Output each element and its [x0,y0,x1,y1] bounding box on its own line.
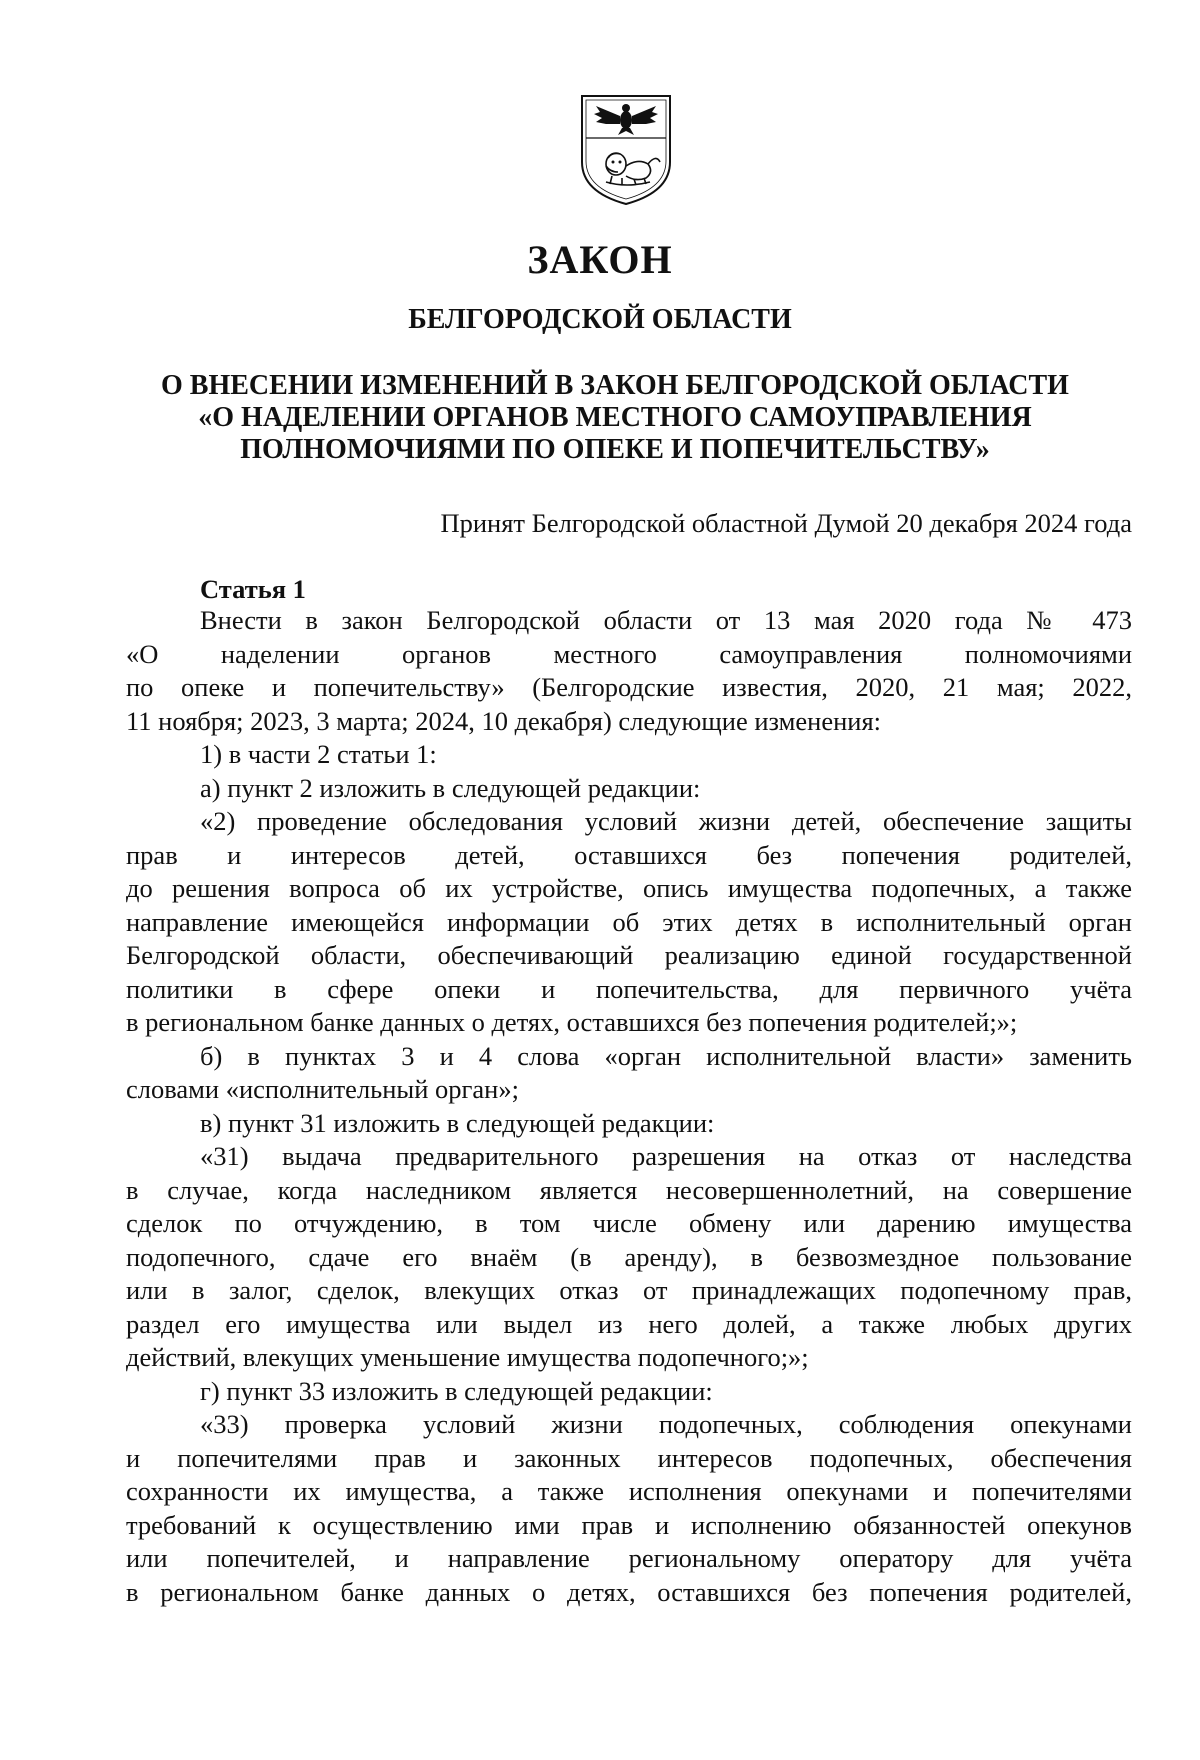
paragraph-line: политики в сфере опеки и попечительства, для первичного учёта [126,973,1132,1004]
paragraph-line: в региональном банке данных о детях, оставшихся без попечения родителей;»; [126,1007,1018,1037]
document-title: ЗАКОН [527,237,673,282]
paragraph-line: и попечителями прав и законных интересов подопечных, обеспечения [126,1442,1132,1473]
paragraph-line: раздел его имущества или выдел из него долей, а также любых других [126,1308,1132,1339]
paragraph-line: в) пункт 31 изложить в следующей редакции: [200,1107,715,1138]
document-region: БЕЛГОРОДСКОЙ ОБЛАСТИ [408,304,792,335]
paragraph-line: г) пункт 33 изложить в следующей редакции: [200,1375,713,1406]
paragraph-line: Внести в закон Белгородской области от 13 мая 2020 года № 473 [200,605,1132,635]
paragraph-line: 1) в части 2 статьи 1: [200,739,437,769]
paragraph-line: или попечителей, и направление региональному оператору для учёта [126,1543,1132,1573]
coat-of-arms-emblem [576,92,676,208]
paragraph-line: «2) проведение обследования условий жизни детей, обеспечение защиты [200,806,1132,836]
paragraph-line: направление имеющейся информации об этих детях в исполнительный орган [126,906,1132,937]
paragraph-line: по опеке и попечительству» (Белгородские известия, 2020, 21 мая; 2022, [126,672,1132,702]
paragraph-line: действий, влекущих уменьшение имущества подопечного;»; [126,1342,809,1372]
paragraph-line: словами «исполнительный орган»; [126,1074,519,1104]
paragraph-line: в региональном банке данных о детях, оставшихся без попечения родителей, [126,1576,1132,1607]
paragraph-line: а) пункт 2 изложить в следующей редакции: [200,772,701,803]
paragraph-line: 11 ноября; 2023, 3 марта; 2024, 10 декабря) следующие изменения: [126,705,881,736]
article-heading: Статья 1 [200,574,306,604]
paragraph-line: в случае, когда наследником является несовершеннолетний, на совершение [126,1174,1132,1205]
subject-line: ПОЛНОМОЧИЯМИ ПО ОПЕКЕ И ПОПЕЧИТЕЛЬСТВУ» [240,434,990,465]
paragraph-line: требований к осуществлению ими прав и исполнению обязанностей опекунов [126,1509,1132,1540]
paragraph-line: б) в пунктах 3 и 4 слова «орган исполнительной власти» заменить [200,1040,1132,1071]
document-subject [90,370,1140,466]
paragraph-line: сделок по отчуждению, в том числе обмену или дарению имущества [126,1208,1132,1238]
paragraph-line: «33) проверка условий жизни подопечных, соблюдения опекунами [200,1409,1132,1439]
subject-line: О ВНЕСЕНИИ ИЗМЕНЕНИЙ В ЗАКОН БЕЛГОРОДСКОЙ ОБЛАСТИ [161,370,1069,401]
coat-of-arms-icon [576,92,676,208]
paragraph-line: до решения вопроса об их устройстве, опись имущества подопечных, а также [126,873,1132,903]
article-body [126,604,1132,1609]
paragraph-line: или в залог, сделок, влекущих отказ от принадлежащих подопечному прав, [126,1275,1132,1305]
paragraph-line: Белгородской области, обеспечивающий реализацию единой государственной [126,940,1132,970]
paragraph-line: прав и интересов детей, оставшихся без попечения родителей, [126,839,1132,870]
paragraph-line: сохранности их имущества, а также исполнения опекунами и попечителями [126,1476,1132,1506]
subject-line: «О НАДЕЛЕНИИ ОРГАНОВ МЕСТНОГО САМОУПРАВЛЕНИЯ [198,402,1032,433]
adoption-note: Принят Белгородской областной Думой 20 декабря 2024 года [440,508,1132,538]
paragraph-line: подопечного, сдаче его внаём (в аренду), в безвозмездное пользование [126,1241,1132,1272]
paragraph-line: «О наделении органов местного самоуправления полномочиями [126,638,1132,669]
paragraph-line: «31) выдача предварительного разрешения на отказ от наследства [200,1141,1132,1171]
